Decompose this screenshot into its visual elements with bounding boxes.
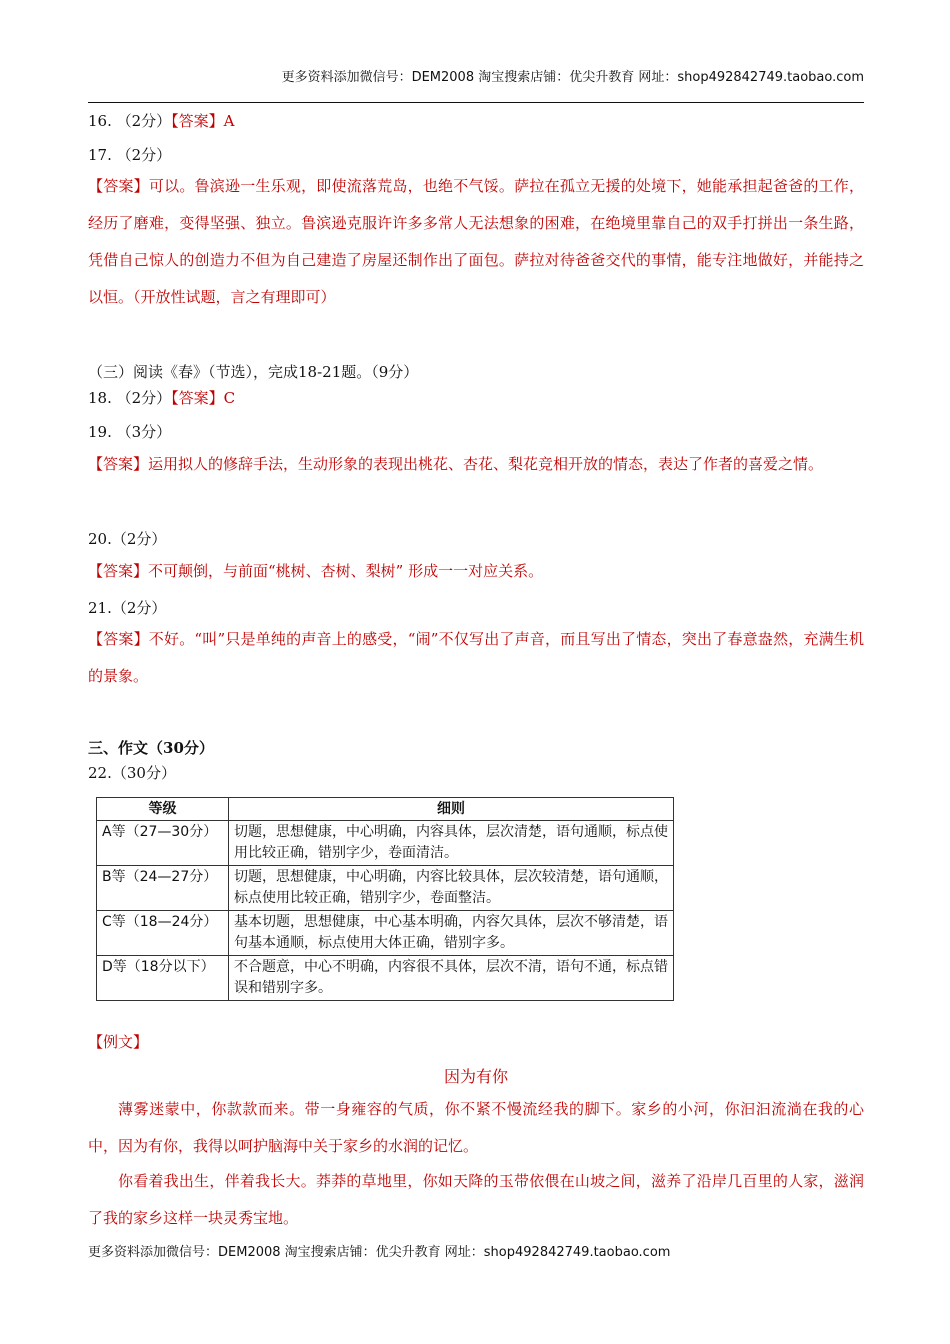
rubric-header-grade: 等级 <box>97 798 229 821</box>
rubric-detail: 切题，思想健康，中心明确，内容具体，层次清楚，语句通顺，标点使用比较正确，错别字少，卷面清洁。 <box>229 821 674 866</box>
header-divider <box>88 102 864 103</box>
question-20-number: 20.（2分） <box>88 530 167 548</box>
page-header: 更多资料添加微信号：DEM2008 淘宝搜索店铺：优尖升教育 网址：shop492842749.taobao.com <box>281 70 864 85</box>
rubric-grade: B等（24—27分） <box>97 866 229 911</box>
question-18 <box>88 387 235 408</box>
rubric-grade: D等（18分以下） <box>97 956 229 1001</box>
rubric-row <box>97 911 674 956</box>
rubric-grade: C等（18—24分） <box>97 911 229 956</box>
section-3-heading: （三）阅读《春》（节选），完成18-21题。（9分） <box>88 363 419 381</box>
rubric-header-detail: 细则 <box>229 798 674 821</box>
rubric-detail: 不合题意，中心不明确，内容很不具体，层次不清，语句不通，标点错误和错别字多。 <box>229 956 674 1001</box>
question-20-answer: 【答案】不可颠倒，与前面“桃树、杏树、梨树” 形成一一对应关系。 <box>88 562 544 580</box>
rubric-header-row <box>97 798 674 821</box>
composition-heading: 三、作文（30分） <box>88 739 214 757</box>
question-22-number: 22.（30分） <box>88 764 176 782</box>
rubric-grade: A等（27—30分） <box>97 821 229 866</box>
rubric-detail: 切题，思想健康，中心明确，内容比较具体，层次较清楚，语句通顺，标点使用比较正确，错别字少，卷面整洁。 <box>229 866 674 911</box>
question-18-answer: 【答案】C <box>171 389 236 407</box>
question-16-answer: 【答案】A <box>171 112 235 130</box>
rubric-row <box>97 956 674 1001</box>
question-19-number: 19. （3分） <box>88 423 172 441</box>
question-16 <box>88 110 235 131</box>
question-19-answer: 【答案】运用拟人的修辞手法，生动形象的表现出桃花、杏花、梨花竞相开放的情态，表达了作者的喜爱之情。 <box>88 455 824 473</box>
question-21-number: 21.（2分） <box>88 599 167 617</box>
question-17-answer: 【答案】可以。鲁滨逊一生乐观，即使流落荒岛，也绝不气馁。萨拉在孤立无援的处境下，她能承担起爸爸的工作，经历了磨难，变得坚强、独立。鲁滨逊克服许许多多常人无法想象的困难，在绝境里靠自己的双手打拼出一条生路，凭借自己惊人的创造力不但为自己建造了房屋还制作出了面包。萨拉对待爸爸交代的事情，能专注地做好，并能持之以恒。（开放性试题，言之有理即可） <box>88 177 864 306</box>
question-17-number: 17. （2分） <box>88 146 172 164</box>
grading-rubric-table <box>96 797 674 1001</box>
example-essay-paragraph-1: 薄雾迷蒙中，你款款而来。带一身雍容的气质，你不紧不慢流经我的脚下。家乡的小河，你汩汩流淌在我的心中，因为有你，我得以呵护脑海中关于家乡的水润的记忆。 <box>88 1100 864 1155</box>
example-essay-label: 【例文】 <box>88 1033 149 1051</box>
question-21-answer: 【答案】不好。“叫”只是单纯的声音上的感受，“闹”不仅写出了声音，而且写出了情态，突出了春意盎然，充满生机的景象。 <box>88 630 864 685</box>
example-essay-paragraph-2: 你看着我出生，伴着我长大。莽莽的草地里，你如天降的玉带依偎在山坡之间，滋养了沿岸几百里的人家，滋润了我的家乡这样一块灵秀宝地。 <box>88 1172 864 1227</box>
rubric-row <box>97 866 674 911</box>
page-footer: 更多资料添加微信号：DEM2008 淘宝搜索店铺：优尖升教育 网址：shop492842749.taobao.com <box>88 1245 671 1260</box>
question-18-number: 18. （2分） <box>88 389 172 407</box>
rubric-detail: 基本切题，思想健康，中心基本明确，内容欠具体，层次不够清楚，语句基本通顺，标点使用大体正确，错别字多。 <box>229 911 674 956</box>
question-16-number: 16. （2分） <box>88 112 172 130</box>
rubric-row <box>97 821 674 866</box>
example-essay-title: 因为有你 <box>443 1067 508 1086</box>
